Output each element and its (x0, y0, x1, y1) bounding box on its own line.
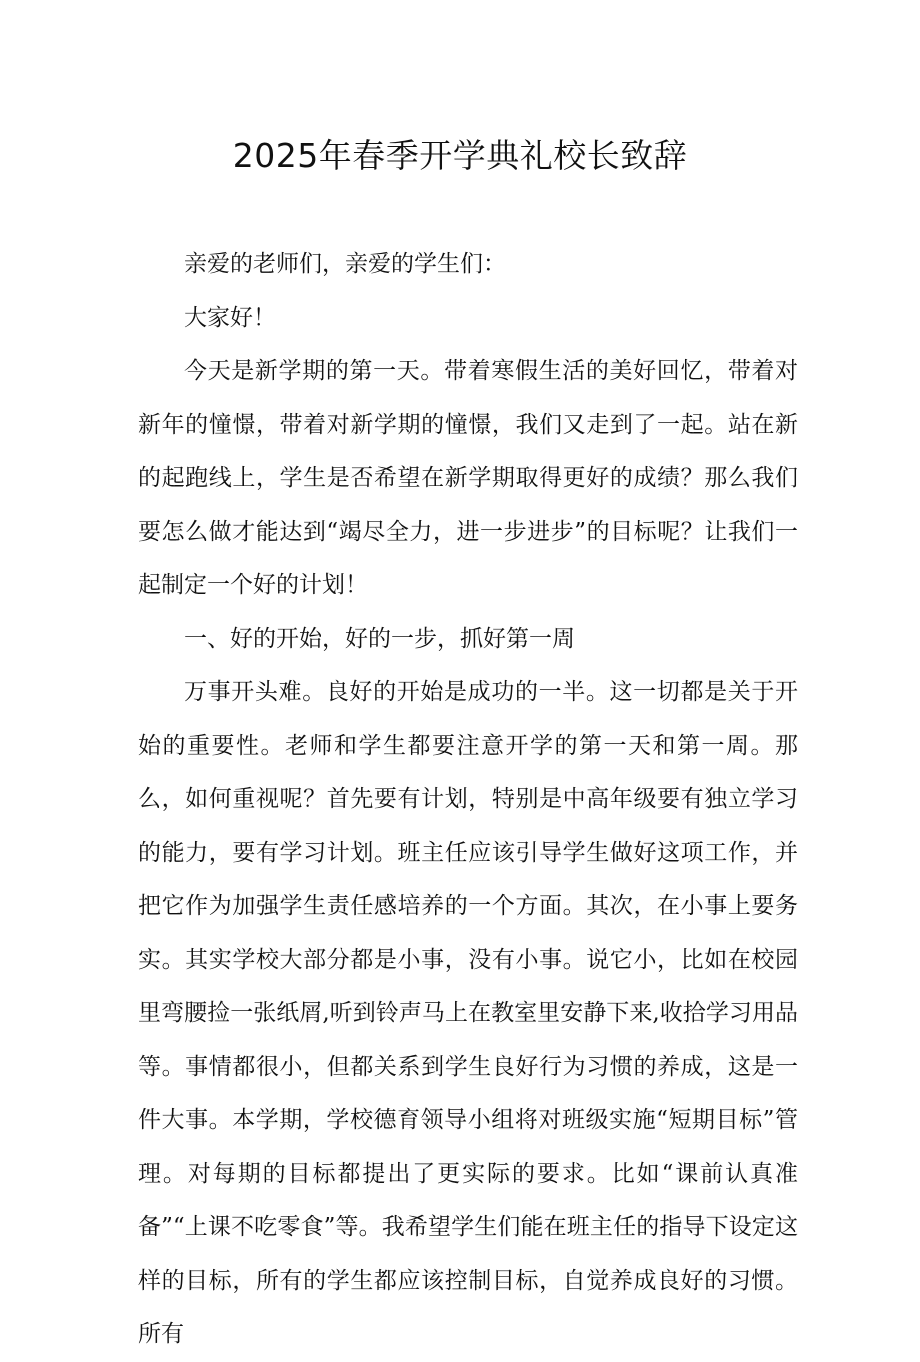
salutation-paragraph: 亲爱的老师们，亲爱的学生们： (184, 251, 506, 277)
section-heading: 一、好的开始，好的一步，抓好第一周 (184, 625, 575, 652)
section-body-paragraph: 万事开头难。良好的开始是成功的一半。这一切都是关于开始的重要性。老师和学生都要注意开学的第一天和第一周。那么，如何重视呢？首先要有计划，特别是中高年级要有独立学习的能力，要有学习计划。班主任应该引导学生做好这项工作，并把它作为加强学生责任感培养的一个方面。其次，在小事上要务实。其实学校大部分都是小事，没有小事。说它小，比如在校园里弯腰捡一张纸屑,听到铃声马上在教室里安静下来,收拾学习用品等。事情都很小，但都关系到学生良好行为习惯的养成，这是一件大事。本学期，学校德育领导小组将对班级实施“短期目标”管理。对每期的目标都提出了更实际的要求。比如“课前认真准备”“上课不吃零食”等。我希望学生们能在班主任的指导下设定这样的目标，所有的学生都应该控制目标，自觉养成良好的习惯。所有 (138, 679, 798, 1347)
greeting-paragraph: 大家好！ (184, 304, 276, 331)
document-title: 2025年春季开学典礼校长致辞 (232, 136, 688, 175)
document-body (138, 238, 798, 1362)
intro-paragraph: 今天是新学期的第一天。带着寒假生活的美好回忆，带着对新年的憧憬，带着对新学期的憧憬，我们又走到了一起。站在新的起跑线上，学生是否希望在新学期取得更好的成绩？那么我们要怎么做才能达到“竭尽全力，进一步进步”的目标呢？让我们一起制定一个好的计划！ (138, 358, 798, 598)
